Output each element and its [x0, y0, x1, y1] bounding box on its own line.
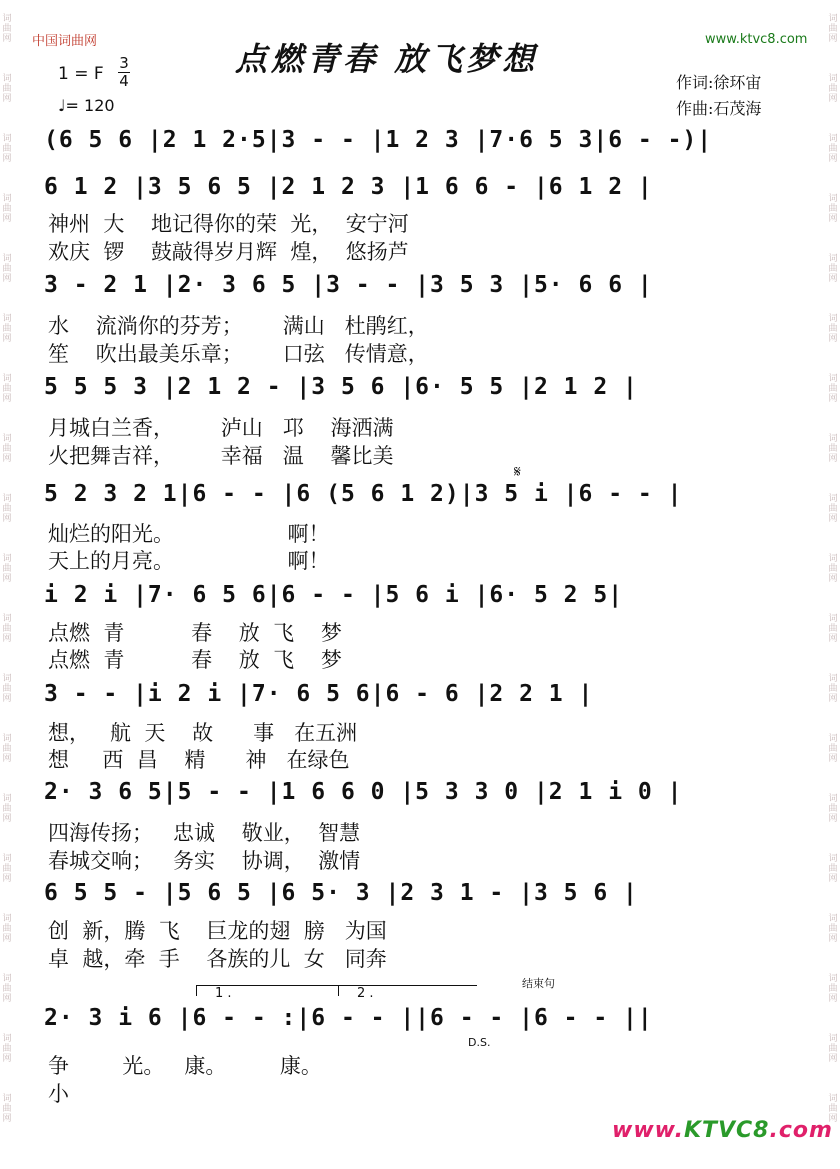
- notation-line: 6 5 5 - |5 6 5 |6 5· 3 |2 3 1 - |3 5 6 |: [44, 880, 638, 906]
- side-watermark: 词曲网: [2, 14, 12, 44]
- side-watermark: 词曲网: [828, 74, 838, 104]
- lyric-line-verse1: 神州 大 地记得你的荣 光， 安宁河: [48, 212, 409, 236]
- side-watermark: 词曲网: [2, 1094, 12, 1124]
- lyric-line-verse1: 想， 航 天 故 事 在五洲: [48, 721, 358, 745]
- segno-sign: 𝄋: [514, 462, 521, 481]
- side-watermark: 词曲网: [2, 434, 12, 464]
- notation-line: 5 2 3 2 1|6 - - |6 (5 6 1 2)|3 5 i |6 - - |: [44, 481, 683, 507]
- second-ending-label: 2 .: [357, 986, 374, 1001]
- site-name-left[interactable]: 中国词曲网: [32, 34, 98, 49]
- lyricist-credit: 作词:徐环宙: [676, 73, 762, 92]
- side-watermark: 词曲网: [2, 314, 12, 344]
- side-watermark: 词曲网: [2, 134, 12, 164]
- tempo-marking: ♩= 120: [58, 96, 115, 115]
- notation-line: (6 5 6 |2 1 2·5|3 - - |1 2 3 |7·6 5 3|6 - -)|: [44, 127, 713, 153]
- time-signature-top: 3: [119, 54, 129, 72]
- side-watermark: 词曲网: [2, 974, 12, 1004]
- side-watermark: 词曲网: [2, 614, 12, 644]
- side-watermark: 词曲网: [2, 854, 12, 884]
- side-watermark: 词曲网: [828, 134, 838, 164]
- side-watermark: 词曲网: [828, 914, 838, 944]
- lyric-line-verse2: 小: [48, 1082, 69, 1106]
- brand-logo[interactable]: www.KTVC8.com: [612, 1118, 833, 1143]
- notation-line: 6 1 2 |3 5 6 5 |2 1 2 3 |1 6 6 - |6 1 2 |: [44, 174, 653, 200]
- side-watermark: 词曲网: [828, 14, 838, 44]
- side-watermark: 词曲网: [2, 554, 12, 584]
- first-ending-label: 1 .: [215, 986, 232, 1001]
- second-ending-bracket: [338, 985, 477, 1001]
- side-watermark: 词曲网: [828, 254, 838, 284]
- side-watermark: 词曲网: [2, 374, 12, 404]
- left-watermark-border: [0, 0, 14, 1169]
- side-watermark: 词曲网: [828, 554, 838, 584]
- lyric-line-verse2: 春城交响； 务实 协调， 激情: [48, 849, 361, 873]
- lyric-line-verse1: 创 新，腾 飞 巨龙的翅 膀 为国: [48, 919, 387, 943]
- side-watermark: 词曲网: [2, 734, 12, 764]
- lyric-line-verse2: 笙 吹出最美乐章； 口弦 传情意，: [48, 342, 429, 366]
- site-url-right[interactable]: www.ktvc8.com: [705, 32, 808, 47]
- first-ending-bracket: [196, 985, 345, 1001]
- side-watermark: 词曲网: [2, 674, 12, 704]
- side-watermark: 词曲网: [2, 254, 12, 284]
- key-signature: 1 = F: [58, 64, 104, 84]
- composer-credit: 作曲:石茂海: [676, 99, 762, 118]
- notation-line: 3 - 2 1 |2· 3 6 5 |3 - - |3 5 3 |5· 6 6 |: [44, 272, 653, 298]
- lyric-line-verse1: 四海传扬； 忠诚 敬业， 智慧: [48, 821, 361, 845]
- lyric-line-verse2: 火把舞吉祥， 幸福 温 馨比美: [48, 444, 394, 468]
- notation-line: 5 5 5 3 |2 1 2 - |3 5 6 |6· 5 5 |2 1 2 |: [44, 374, 638, 400]
- lyric-line-verse2: 欢庆 锣 鼓敲得岁月辉 煌， 悠扬芦: [48, 240, 409, 264]
- side-watermark: 词曲网: [828, 494, 838, 524]
- side-watermark: 词曲网: [828, 1094, 838, 1124]
- side-watermark: 词曲网: [828, 734, 838, 764]
- side-watermark: 词曲网: [828, 374, 838, 404]
- notation-line: 3 - - |i 2 i |7· 6 5 6|6 - 6 |2 2 1 |: [44, 681, 594, 707]
- side-watermark: 词曲网: [828, 674, 838, 704]
- side-watermark: 词曲网: [2, 74, 12, 104]
- side-watermark: 词曲网: [828, 854, 838, 884]
- lyric-line-verse2: 卓 越，牵 手 各族的儿 女 同奔: [48, 947, 387, 971]
- side-watermark: 词曲网: [828, 974, 838, 1004]
- side-watermark: 词曲网: [828, 794, 838, 824]
- lyric-line-verse1: 月城白兰香， 泸山 邛 海洒满: [48, 416, 394, 440]
- ds-marking: D.S.: [468, 1036, 491, 1049]
- side-watermark: 词曲网: [828, 194, 838, 224]
- lyric-line-verse1: 水 流淌你的芬芳； 满山 杜鹃红，: [48, 314, 429, 338]
- lyric-line-verse1: 点燃 青 春 放 飞 梦: [48, 621, 342, 645]
- lyric-line-verse1: 灿烂的阳光。 啊！: [48, 522, 330, 546]
- side-watermark: 词曲网: [2, 914, 12, 944]
- side-watermark: 词曲网: [828, 614, 838, 644]
- lyric-line-verse1: 争 光。 康。 康。: [48, 1054, 322, 1078]
- side-watermark: 词曲网: [2, 194, 12, 224]
- side-watermark: 词曲网: [2, 794, 12, 824]
- time-signature-bottom: 4: [119, 72, 129, 90]
- time-signature: [118, 55, 130, 90]
- side-watermark: 词曲网: [828, 1034, 838, 1064]
- notation-line: 2· 3 6 5|5 - - |1 6 6 0 |5 3 3 0 |2 1 i 0 |: [44, 779, 683, 805]
- side-watermark: 词曲网: [828, 314, 838, 344]
- side-watermark: 词曲网: [2, 494, 12, 524]
- notation-line: i 2 i |7· 6 5 6|6 - - |5 6 i |6· 5 2 5|: [44, 582, 624, 608]
- ending-label: 结束句: [522, 977, 555, 990]
- lyric-line-verse2: 点燃 青 春 放 飞 梦: [48, 648, 342, 672]
- side-watermark: 词曲网: [828, 434, 838, 464]
- lyric-line-verse2: 天上的月亮。 啊！: [48, 549, 330, 573]
- song-title: 点燃青春 放飞梦想: [235, 40, 539, 78]
- notation-line: 2· 3 i 6 |6 - - :|6 - - ||6 - - |6 - - ||: [44, 1005, 653, 1031]
- side-watermark: 词曲网: [2, 1034, 12, 1064]
- lyric-line-verse2: 想 西 昌 精 神 在绿色: [48, 748, 350, 772]
- right-watermark-border: [826, 0, 840, 1169]
